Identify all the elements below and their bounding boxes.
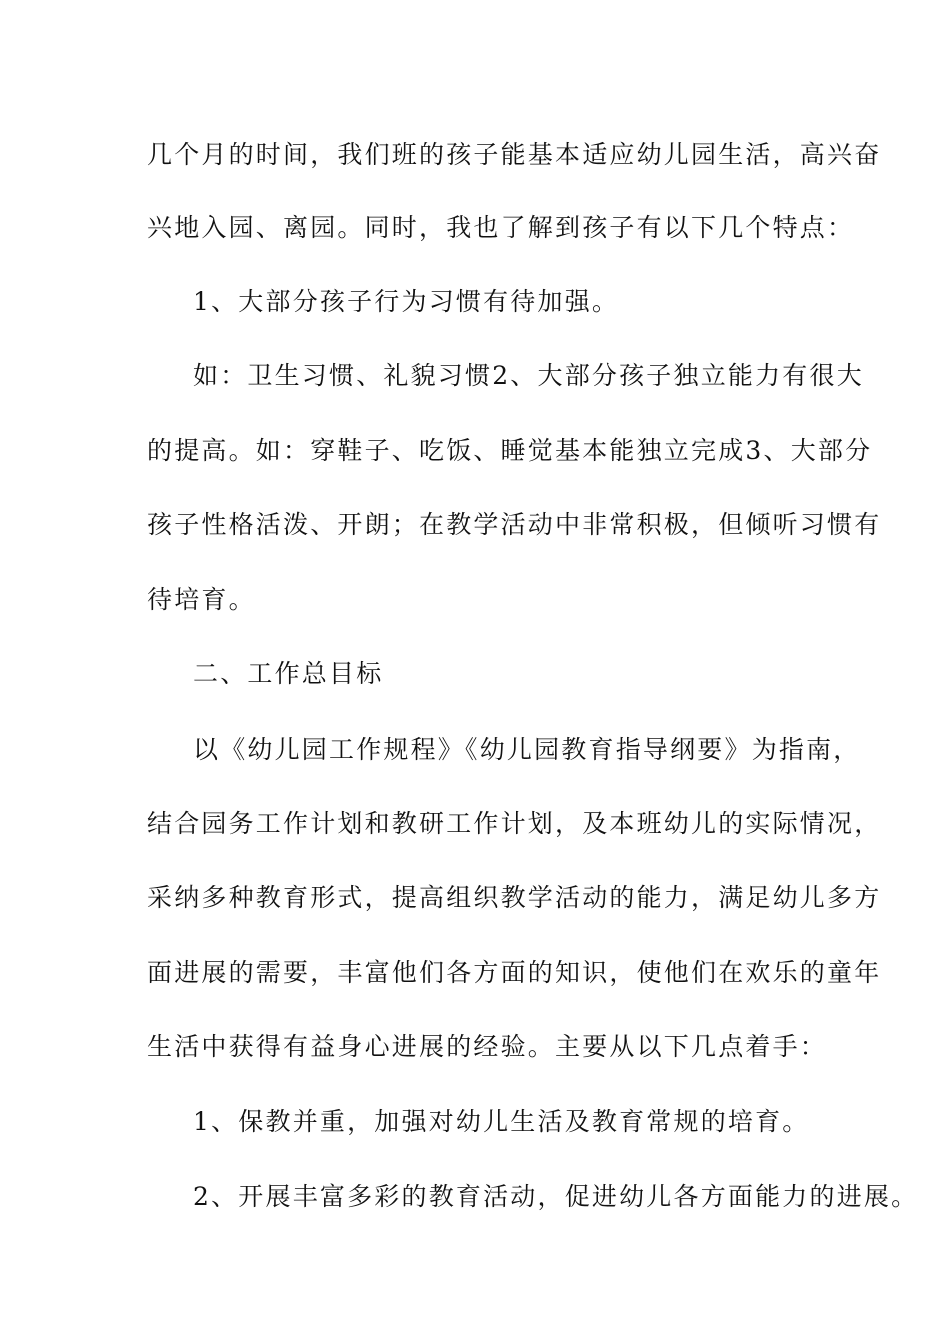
text-line: 如：卫生习惯、礼貌习惯2、大部分孩子独立能力有很大 <box>193 361 864 390</box>
list-item: 1、保教并重，加强对幼儿生活及教育常规的培育。 <box>193 1107 810 1136</box>
text-line: 采纳多种教育形式，提高组织教学活动的能力，满足幼儿多方 <box>147 883 882 912</box>
section-heading: 二、工作总目标 <box>193 659 384 688</box>
list-item: 2、开展丰富多彩的教育活动，促进幼儿各方面能力的进展。 <box>193 1182 919 1211</box>
text-line: 以《幼儿园工作规程》《幼儿园教育指导纲要》为指南， <box>193 735 861 764</box>
text-line: 几个月的时间，我们班的孩子能基本适应幼儿园生活，高兴奋 <box>147 140 882 169</box>
text-line: 兴地入园、离园。同时，我也了解到孩子有以下几个特点： <box>147 213 855 242</box>
text-line: 结合园务工作计划和教研工作计划，及本班幼儿的实际情况， <box>147 809 882 838</box>
text-line: 待培育。 <box>147 585 256 614</box>
text-line: 孩子性格活泼、开朗；在教学活动中非常积极，但倾听习惯有 <box>147 510 882 539</box>
text-line: 面进展的需要，丰富他们各方面的知识，使他们在欢乐的童年 <box>147 958 882 987</box>
text-line: 生活中获得有益身心进展的经验。主要从以下几点着手： <box>147 1032 828 1061</box>
text-line: 的提高。如：穿鞋子、吃饭、睡觉基本能独立完成3、大部分 <box>147 436 873 465</box>
list-item: 1、大部分孩子行为习惯有待加强。 <box>193 287 620 316</box>
